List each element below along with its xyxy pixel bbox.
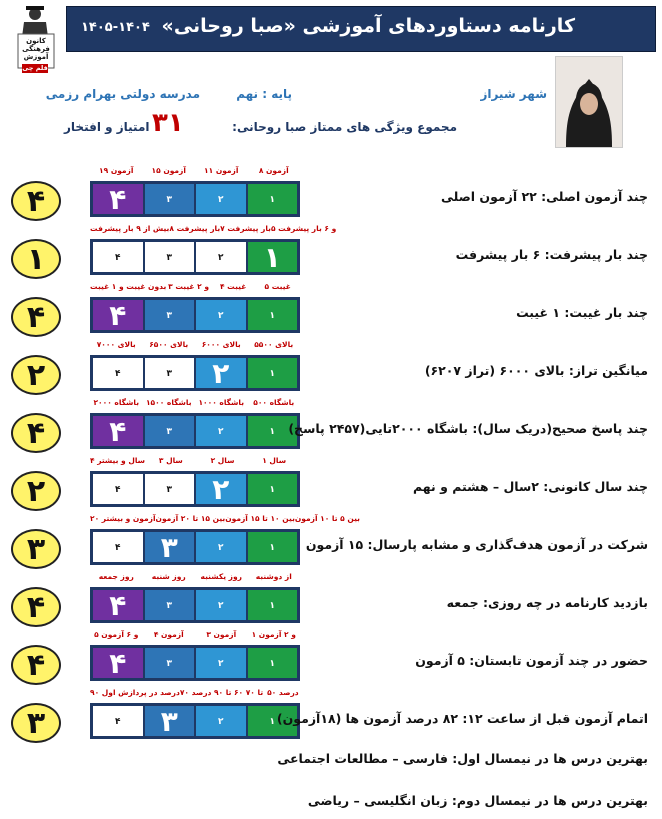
level-label: بین ۱۵ تا ۲۰ آزمون [155, 514, 226, 523]
achievement-row [0, 571, 662, 628]
level-cell: ۱ [247, 299, 299, 331]
level-cell: ۴ [92, 705, 144, 737]
level-bar [90, 297, 300, 333]
row-description: شرکت در آزمون هدف‌گذاری و مشابه پارسال: ۱۵ آزمون [305, 537, 648, 552]
row-description: میانگین تراز: بالای ۶۰۰۰ (تراز ۶۲۰۷) [424, 363, 648, 378]
level-label: باشگاه ۲۰۰۰ [93, 398, 140, 407]
level-cell: ۲ [195, 415, 247, 447]
level-cell: ۳ [144, 647, 196, 679]
level-labels [90, 514, 360, 528]
level-cell: ۲ [195, 183, 247, 215]
level-label: ۷۰ تا ۹۰ درصد [179, 688, 232, 697]
logo [6, 4, 64, 76]
achievement-row [0, 513, 662, 570]
level-cell: ۴ [92, 241, 144, 273]
level-bar [90, 413, 300, 449]
level-bar [90, 239, 300, 275]
level-bar [90, 471, 300, 507]
achievement-row [0, 397, 662, 454]
row-description: چند آزمون اصلی: ۲۲ آزمون اصلی [440, 189, 648, 204]
level-labels [90, 688, 300, 702]
logo-badge: قلم چی [22, 64, 48, 72]
school-label: مدرسه دولتی بهرام رزمی [45, 87, 200, 101]
score-circle: ۳ [11, 703, 61, 743]
level-cell: ۱ [247, 531, 299, 563]
level-label: ۳ آزمون [206, 630, 237, 639]
row-description: حضور در چند آزمون تابستان: ۵ آزمون [415, 653, 648, 668]
level-label: از دوشنبه [255, 572, 292, 581]
year-range: ۱۴۰۵-۱۴۰۴ [81, 20, 150, 35]
level-cell: ۴ [92, 357, 144, 389]
level-cell: ۱ [247, 183, 299, 215]
city-label: شهر شیراز [480, 87, 547, 101]
level-bar [90, 703, 300, 739]
level-labels [90, 398, 300, 412]
level-cell: ۲ [195, 589, 247, 621]
level-label: ۱ و ۲ آزمون [251, 630, 296, 639]
level-label: ۹۰ درصد در پردازش اول [90, 688, 180, 697]
level-labels [90, 166, 300, 180]
row-description: چند بار پیشرفت: ۶ بار پیشرفت [455, 247, 648, 262]
level-label: ۱۵ آزمون [151, 166, 186, 175]
level-label: بیش از ۹ بار پیشرفت [90, 224, 170, 233]
level-labels [90, 630, 300, 644]
level-label: ۴ غیبت [219, 282, 247, 291]
score-circle: ۴ [11, 297, 61, 337]
level-label: ۵ و ۶ بار پیشرفت [270, 224, 337, 233]
level-label: ۲۰ آزمون و بیشتر [90, 514, 156, 523]
level-cell: ۱ [247, 415, 299, 447]
score-circle: ۲ [11, 471, 61, 511]
level-label: باشگاه ۵۰۰ [253, 398, 295, 407]
level-bar [90, 645, 300, 681]
level-label: ۱۱ آزمون [204, 166, 239, 175]
level-label: ۱ سال [262, 456, 287, 465]
level-cell: ۱ [247, 589, 299, 621]
level-cell: ۲ [195, 531, 247, 563]
level-cell: ۲ [195, 473, 247, 505]
level-label: ۵۰ درصد [267, 688, 299, 697]
level-cell: ۳ [144, 357, 196, 389]
level-label: ۸ بار پیشرفت [169, 224, 221, 233]
footer-line-1: بهترین درس ها در نیمسال اول: فارسی – مطالعات اجتماعی [277, 751, 648, 766]
level-cell: ۱ [247, 705, 299, 737]
level-cell: ۳ [144, 415, 196, 447]
level-bar [90, 181, 300, 217]
level-cell: ۴ [92, 647, 144, 679]
achievement-row [0, 687, 662, 744]
score-circle: ۳ [11, 529, 61, 569]
level-label: ۴ آزمون [153, 630, 184, 639]
level-cell: ۳ [144, 241, 196, 273]
row-description: چند سال کانونی: ۲سال – هشتم و نهم [412, 479, 648, 494]
score-circle: ۴ [11, 645, 61, 685]
level-labels [90, 456, 300, 470]
level-cell: ۳ [144, 473, 196, 505]
achievement-row [0, 165, 662, 222]
level-label: ۱۹ آزمون [99, 166, 134, 175]
level-label: ۳ سال [158, 456, 183, 465]
level-cell: ۱ [247, 357, 299, 389]
level-label: ۸ آزمون [258, 166, 289, 175]
score-circle: ۲ [11, 355, 61, 395]
level-cell: ۳ [144, 183, 196, 215]
achievement-row [0, 455, 662, 512]
level-cell: ۱ [247, 647, 299, 679]
level-label: بالای ۶۵۰۰ [149, 340, 189, 349]
level-cell: ۴ [92, 299, 144, 331]
level-label: ۳ و ۲ غیبت [168, 282, 209, 291]
score-circle: ۴ [11, 181, 61, 221]
row-description: اتمام آزمون قبل از ساعت ۱۲: ۸۲ درصد آزمون ها (۱۸آزمون) [276, 711, 648, 726]
level-label: باشگاه ۱۰۰۰ [198, 398, 245, 407]
student-portrait-icon [556, 57, 622, 147]
level-bar [90, 587, 300, 623]
level-label: باشگاه ۱۵۰۰ [145, 398, 192, 407]
row-description: چند پاسخ صحیح(دریک سال): باشگاه ۲۰۰۰تایی(۲۴۵۷ پاسخ) [288, 421, 648, 436]
row-description: چند بار غیبت: ۱ غیبت [516, 305, 648, 320]
level-label: روز جمعه [98, 572, 134, 581]
level-labels [90, 340, 300, 354]
score-circle: ۱ [11, 239, 61, 279]
score-circle: ۴ [11, 413, 61, 453]
logo-text: کانون فرهنگی آموزش [22, 37, 50, 61]
level-cell: ۴ [92, 415, 144, 447]
achievement-row [0, 281, 662, 338]
title-bar [66, 6, 656, 52]
level-labels [90, 224, 337, 238]
footer-line-2: بهترین درس ها در نیمسال دوم: زبان انگلیسی – ریاضی [307, 793, 648, 808]
level-cell: ۳ [144, 299, 196, 331]
page-title: کارنامه دستاوردهای آموزشی «صبا روحانی» [161, 15, 575, 37]
level-label: ۲ سال [210, 456, 235, 465]
level-label: بالای ۷۰۰۰ [96, 340, 136, 349]
level-bar [90, 355, 300, 391]
level-cell: ۴ [92, 589, 144, 621]
grade-label: پایه : نهم [236, 87, 292, 101]
level-label: ۵ و ۶ آزمون [94, 630, 139, 639]
level-label: بدون غیبت و ۱ غیبت [90, 282, 167, 291]
level-label: ۵ غیبت [264, 282, 291, 291]
total-unit: امتیاز و افتخار [64, 120, 150, 134]
total-value: ۳۱ [152, 108, 184, 138]
level-label: روز شنبه [151, 572, 186, 581]
level-cell: ۲ [195, 647, 247, 679]
row-description: بازدید کارنامه در چه روزی: جمعه [446, 595, 648, 610]
level-cell: ۳ [144, 589, 196, 621]
level-cell: ۴ [92, 473, 144, 505]
level-label: ۷ بار پیشرفت [220, 224, 271, 233]
achievement-row [0, 339, 662, 396]
level-cell: ۳ [144, 531, 196, 563]
student-photo [555, 56, 623, 148]
level-label: ۶۰ تا ۷۰ [233, 688, 264, 697]
level-label: بالای ۶۰۰۰ [201, 340, 241, 349]
level-cell: ۱ [247, 473, 299, 505]
level-cell: ۴ [92, 531, 144, 563]
level-cell: ۲ [195, 299, 247, 331]
level-cell: ۲ [195, 241, 247, 273]
level-labels [90, 282, 300, 296]
level-label: بین ۵ تا ۱۰ آزمون [294, 514, 360, 523]
achievement-row [0, 223, 662, 280]
level-labels [90, 572, 300, 586]
achievement-row [0, 629, 662, 686]
total-label: مجموع ویژگی های ممتاز صبا روحانی: [232, 120, 457, 134]
score-circle: ۴ [11, 587, 61, 627]
level-cell: ۲ [195, 357, 247, 389]
level-cell: ۳ [144, 705, 196, 737]
level-label: بین ۱۰ تا ۱۵ آزمون [225, 514, 295, 523]
level-cell: ۱ [247, 241, 299, 273]
level-label: ۴ سال و بیشتر [90, 456, 146, 465]
level-bar [90, 529, 300, 565]
level-label: بالای ۵۵۰۰ [254, 340, 294, 349]
level-label: روز یکشنبه [200, 572, 242, 581]
level-cell: ۲ [195, 705, 247, 737]
level-cell: ۴ [92, 183, 144, 215]
